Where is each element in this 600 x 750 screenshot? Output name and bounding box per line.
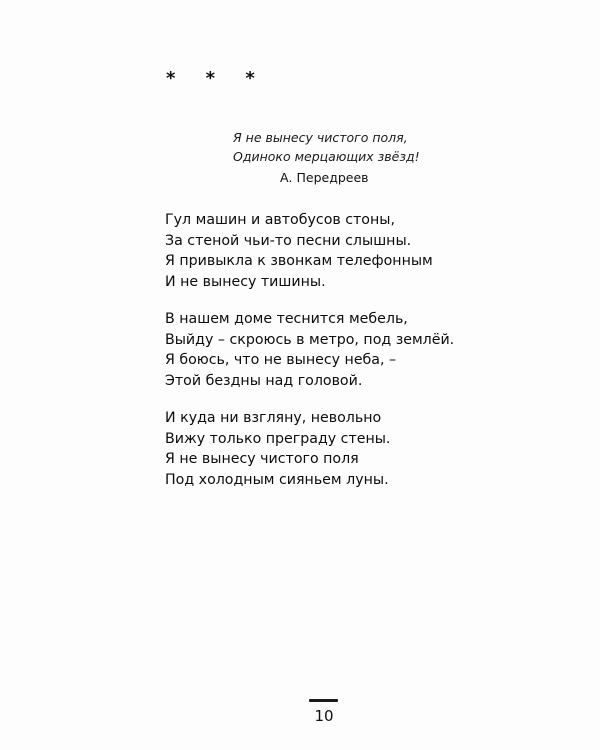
page-number: 10	[314, 707, 334, 725]
poem-line: В нашем доме теснится мебель,	[165, 311, 408, 327]
poem-line: Я боюсь, что не вынесу неба, –	[165, 352, 397, 368]
poem-line: Гул машин и автобусов стоны,	[165, 212, 395, 228]
poem-line: Вижу только преграду стены.	[165, 430, 391, 447]
footer-rule	[309, 699, 338, 702]
stanza	[165, 408, 454, 490]
poem-line: Выйду – скроюсь в метро, под землёй.	[165, 331, 455, 348]
epigraph-line: Я не вынесу чистого поля,	[233, 130, 408, 145]
poem-line: Под холодным сияньем луны.	[165, 471, 389, 488]
poem-line: За стеной чьи-то песни слышны.	[165, 232, 412, 249]
section-ornament: * * *	[166, 68, 267, 89]
epigraph-author: А. Передреев	[280, 170, 369, 185]
poem-body	[165, 210, 454, 490]
stanza	[165, 210, 454, 292]
poem-line: Этой бездны над головой.	[165, 372, 363, 389]
poem-line: Я не вынесу чистого поля	[165, 451, 359, 467]
epigraph-line: Одиноко мерцающих звёзд!	[233, 149, 420, 164]
poem-line: Я привыкла к звонкам телефонным	[165, 253, 433, 269]
poem-line: И не вынесу тишины.	[165, 273, 326, 290]
poem-line: И куда ни взгляну, невольно	[165, 410, 382, 426]
epigraph	[233, 128, 420, 166]
stanza	[165, 309, 454, 391]
